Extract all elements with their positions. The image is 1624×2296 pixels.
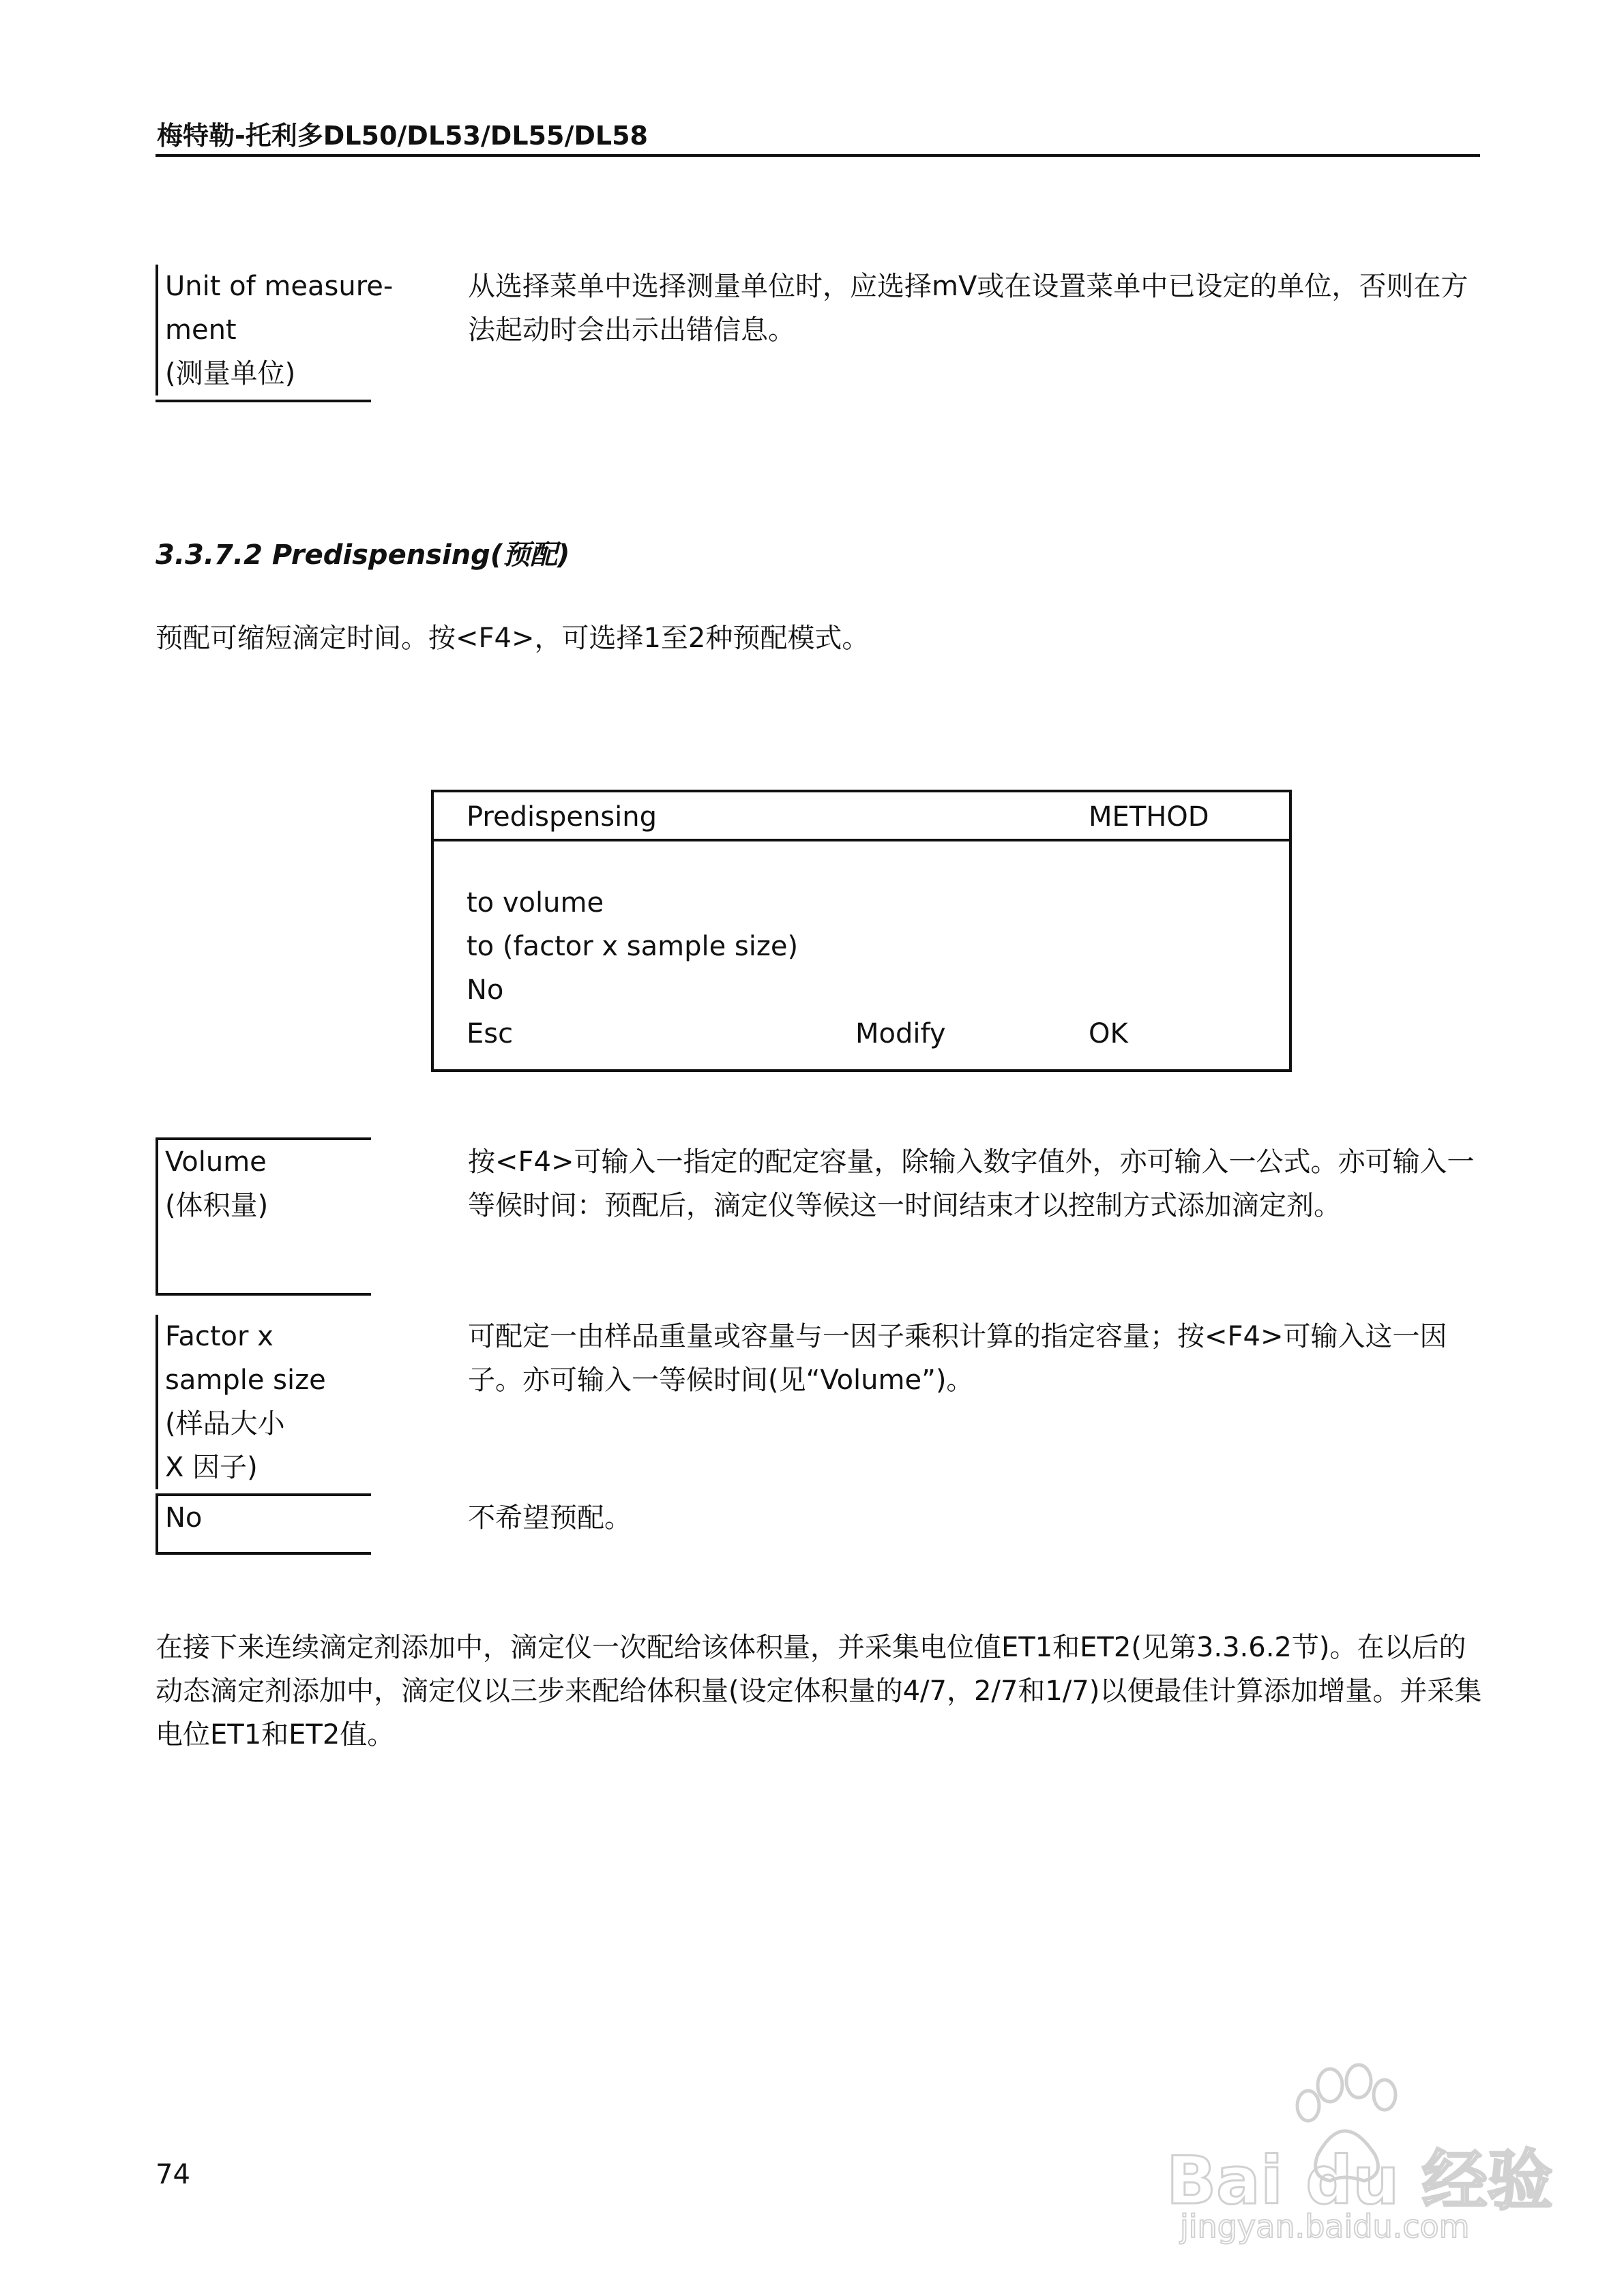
softkey-esc[interactable]: Esc	[467, 1018, 514, 1049]
watermark-brand: Bai du 经验	[1166, 2143, 1553, 2219]
screen-option-to-factor[interactable]: to (factor x sample size)	[467, 931, 799, 962]
def-label-line: Volume	[165, 1146, 267, 1178]
def-rule	[156, 1293, 371, 1296]
def-rule	[156, 400, 371, 402]
watermark-url: jingyan.baidu.com	[1180, 2208, 1470, 2245]
def-label-no	[156, 1496, 371, 1552]
def-label-line: ment	[165, 314, 237, 346]
def-description-no: 不希望预配。	[468, 1502, 632, 1534]
def-label-factor-sample-size	[156, 1315, 371, 1489]
def-rule	[156, 1552, 371, 1555]
def-description-unit-of-measurement: 从选择菜单中选择测量单位时，应选择mV或在设置菜单中已设定的单位，否则在方法起动时会出示出错信息。	[468, 271, 1468, 346]
def-label-unit-of-measurement	[156, 265, 394, 396]
def-label-line: (测量单位)	[165, 358, 296, 389]
header-title: 梅特勒-托利多DL50/DL53/DL55/DL58	[157, 121, 648, 151]
def-label-volume	[156, 1140, 371, 1293]
def-label-line: sample size	[165, 1365, 326, 1396]
def-label-line: No	[165, 1502, 203, 1534]
section-intro: 预配可缩短滴定时间。按<F4>，可选择1至2种预配模式。	[156, 623, 870, 654]
screen-option-no[interactable]: No	[467, 974, 504, 1006]
softkey-ok[interactable]: OK	[1089, 1018, 1128, 1049]
def-label-line: Unit of measure-	[165, 271, 394, 302]
baidu-watermark	[1160, 2053, 1553, 2257]
def-description-volume: 按<F4>可输入一指定的配定容量，除输入数字值外，亦可输入一公式。亦可输入一等候时间：预配后，滴定仪等候这一时间结束才以控制方式添加滴定剂。	[468, 1146, 1475, 1221]
closing-paragraph: 在接下来连续滴定剂添加中，滴定仪一次配给该体积量，并采集电位值ET1和ET2(见第3.3.6.2节)。在以后的动态滴定剂添加中，滴定仪以三步来配给体积量(设定体积量的4/7，2/7和1/7)以便最佳计算添加增量。并采集电位ET1和ET2值。	[156, 1632, 1482, 1750]
def-description-factor-sample-size: 可配定一由样品重量或容量与一因子乘积计算的指定容量；按<F4>可输入这一因子。亦可输入一等候时间(见“Volume”)。	[468, 1321, 1447, 1396]
page-number: 74	[156, 2159, 190, 2190]
def-label-line: Factor x	[165, 1321, 274, 1352]
def-label-line: (体积量)	[165, 1190, 269, 1221]
instrument-screen	[431, 790, 1292, 1072]
screen-mode: METHOD	[1089, 801, 1209, 833]
def-label-line: X 因子)	[165, 1452, 258, 1483]
screen-option-to-volume[interactable]: to volume	[467, 887, 604, 919]
section-heading: 3.3.7.2 Predispensing(预配)	[156, 539, 570, 571]
softkey-modify[interactable]: Modify	[855, 1018, 946, 1049]
header-rule	[156, 154, 1480, 157]
screen-title: Predispensing	[467, 801, 657, 833]
def-label-line: (样品大小	[165, 1408, 285, 1440]
